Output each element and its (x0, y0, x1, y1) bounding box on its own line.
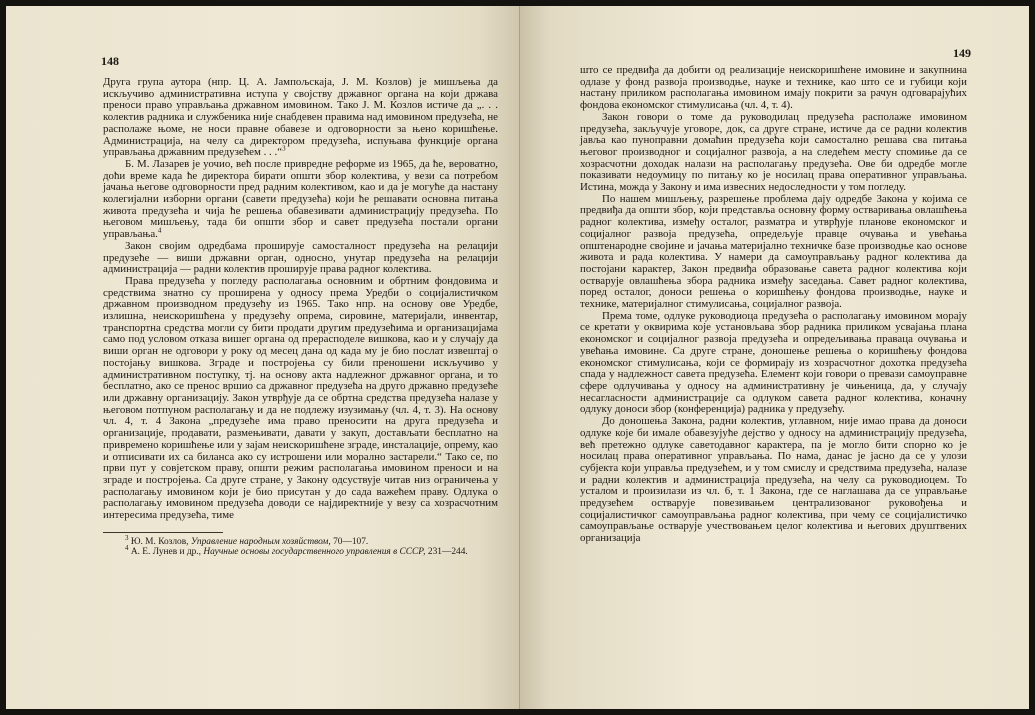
footnote-ref: 4 (157, 226, 162, 235)
footnote-number: 3 (125, 533, 129, 542)
page-number: 149 (953, 46, 971, 60)
footnote-pages: 70—107. (333, 536, 369, 547)
footnote (103, 533, 498, 548)
paragraph (103, 77, 498, 159)
page-number: 148 (101, 54, 119, 68)
footnote (103, 544, 498, 558)
paragraph-text: Друга група аутора (нпр. Ц. А. Јампољскаја, Ј. М. Козлов) је мишљења да искључиво административна иступа у својству државног органа на који држава преноси право управљања државном имовином. Тако Ј. М. Козлов истиче да „. . . колектив радника и службеника није снабдевен правима над имовином предузећа, не располаже њоме, не носи правне обавезе и одговорности за њено коришћење. Администрација, на челу са директором предузећа, испуњава функције органа управљања државним предузећем . . .“ (103, 76, 498, 159)
footnote-title: Управление народным хозяйством, (190, 536, 331, 547)
book-spread (6, 6, 1029, 709)
paragraph: До доношења Закона, радни колектив, углавном, није имао права да доноси одлуке које би имале обавезујуће дејство у односу на администрацију предузећа, већ претежно одлуке саветодавног карактера, па је могло бити спорно ко је носилац права оперативног управљања. По нама, данас је јасно да се у улози субјекта који управља предузећем, и у том смислу и средствима предузећа, налазе и радни колектив и администрација предузећа, на челу са руководиоцем. То усталом и произилази из чл. 6, т. 1 Закона, где се наглашава да се управљање предузећем остварује повезивањем централизованог руковођења и социјалистичког самоуправљања радног колектива, при чему се социјалистичко самоуправљање остварује учествовањем целог колектива и његових друштвених организација (580, 415, 967, 545)
paragraph-text: Б. М. Лазарев је уочио, већ после привредне реформе из 1965, да ће, вероватно, доћи време када ће директора бирати општи збор колектива, у вези са потребом јачања његове одговорности пред радним колективом, као и да је могуће да настану колегијални изборни органи (савети предузећа) који ће решавати основна питања живота предузећа и чија ће решења обавезивати администрацију предузећа. По његовом мишљењу, тада би општи збор и савет предузећа постали органи управљања. (103, 157, 498, 241)
footnote-ref: 3 (282, 144, 286, 153)
paragraph: Према томе, одлуке руководиоца предузећа о располагању имовином морају се кретати у оквирима које установљава збор радника приликом усвајања плана економског и социјалног развоја предузећа и опредељивања праваца очувања и увећања имовине. Са друге стране, доношење решења о коришћењу фондова економског стимулисања, који се формирају из хозрасчотног дохотка предузећа спада у надлежност савета предузећа. Елемент који говори о превази самоуправне сфере одлучивања у односу на административну је чињеница, да, у случају несагласности администрације са одлуком савета радног колектива, коначну одлуку доноси збор (конференција) радника у предузећу. (580, 309, 967, 416)
footnote-pages: 231—244. (427, 547, 468, 558)
footnote-author: Ю. М. Козлов, (130, 536, 189, 547)
footnote-author: А. Е. Лунев и др., (130, 547, 201, 558)
footnote-number: 4 (125, 544, 129, 553)
paragraph (103, 159, 498, 241)
paragraph: Закон својим одредбама проширује самосталност предузећа на релацији предузеће — виши државни орган, односно, унутар предузећа на релацији администрација — радни колектив проширује права радног колектива. (103, 239, 498, 276)
footnote-title: Научные основы государственного управления в СССР, (203, 547, 426, 558)
paragraph: По нашем мишљењу, разрешење проблема дају одредбе Закона у којима се предвиђа да општи збор, који представља основну форму остваривања овлашћења радног колектива, између осталог, разматра и утврђује планове економског и социјалног развоја предузећа, опредељује правце очувања и увећања општенародне својине и јачања материјално техничке базе производње као основе живота и рада колектива. У намери да самоуправљању радног колектива да постојани карактер, Закон предвиђа образовање савета радног колектива који остварује овлашћења збора радника између заседања. Савет радног колектива, поред осталог, доноси решења о коришћењу фондова производње, науке и технике, материјалног стимулисања, социјалног развоја. (580, 192, 967, 311)
paragraph: Закон говори о томе да руководилац предузећа располаже имовином предузећа, закључује уговоре, док, са друге стране, истиче да се радни колектив јавља као пуноправни домаћин предузећа који самостално решава сва питања његовог производног и социјалног развоја, а на следећем месту спомиње да се хозрасчотни доходак налази на располагању предузећа. Ове би одредбе могле показивати недоумицу по питању ко је носилац права оперативног управљања. Истина, можда у Закону и има извесних недоследности у том погледу. (580, 110, 967, 194)
left-page (6, 6, 520, 709)
right-page (520, 6, 1029, 709)
footnote-rule (103, 532, 223, 533)
paragraph: Права предузећа у погледу располагања основним и обртним фондовима и средствима знатно су проширена у односу према Уредби о социјалистичком државном производном предузећу из 1965. Тако нпр. на основу ове Уредбе, излишна, неискоришћена у предузећу опрема, сировине, материјали, инвентар, транспортна средства могли су бити продати другим предузећима и организацијама само под условом отказа вишег органа од прерасподеле вишкова, као и у случају да виши орган не одговори у року од месец дана од када му је био послат извештај о постојању вишкова. Зграде и постројења су били преношени искључиво у административном поступку, тј. на основу акта надлежног државног органа, и то бесплатно, ако се пренос вршио са државног предузећа на друго државно предузеће или државну организацију. Закон утврђује да се обртна средства предузећа налазе у његовом потпуном располагању и да не подлежу изузимању (чл. 4, т. 3). На основу чл. 4, т. 4 Закона „предузеће има право преносити на друга предузећа и организације, продавати, размењивати, давати у закуп, достављати бесплатно на привремено коришћење или у зајам неискоришћене зграде, инсталације, опрему, као и отписивати их са биланса ако су истрошени или морално застарели.“ Тако се, по први пут у совјетском праву, општи режим располагања имовином преноси и на зграде и постројења. Са друге стране, у Закону одсуствује читав низ ограничења у располагању имовином који је био присутан у до сада важећем праву. Одлука о располагању имовином предузећа доводи се најдиректније у везу са хозрасчотним интересима предузећа, тиме (103, 274, 498, 522)
paragraph: што се предвиђа да добити од реализације неискоришћене имовине и закупнина одлазе у фонд развоја производње, науке и технике, као што се и губици који настану приликом располагања имовином имају покрити за рачун одговарајућих фондова економског стимулисања (чл. 4, т. 4). (580, 64, 967, 112)
